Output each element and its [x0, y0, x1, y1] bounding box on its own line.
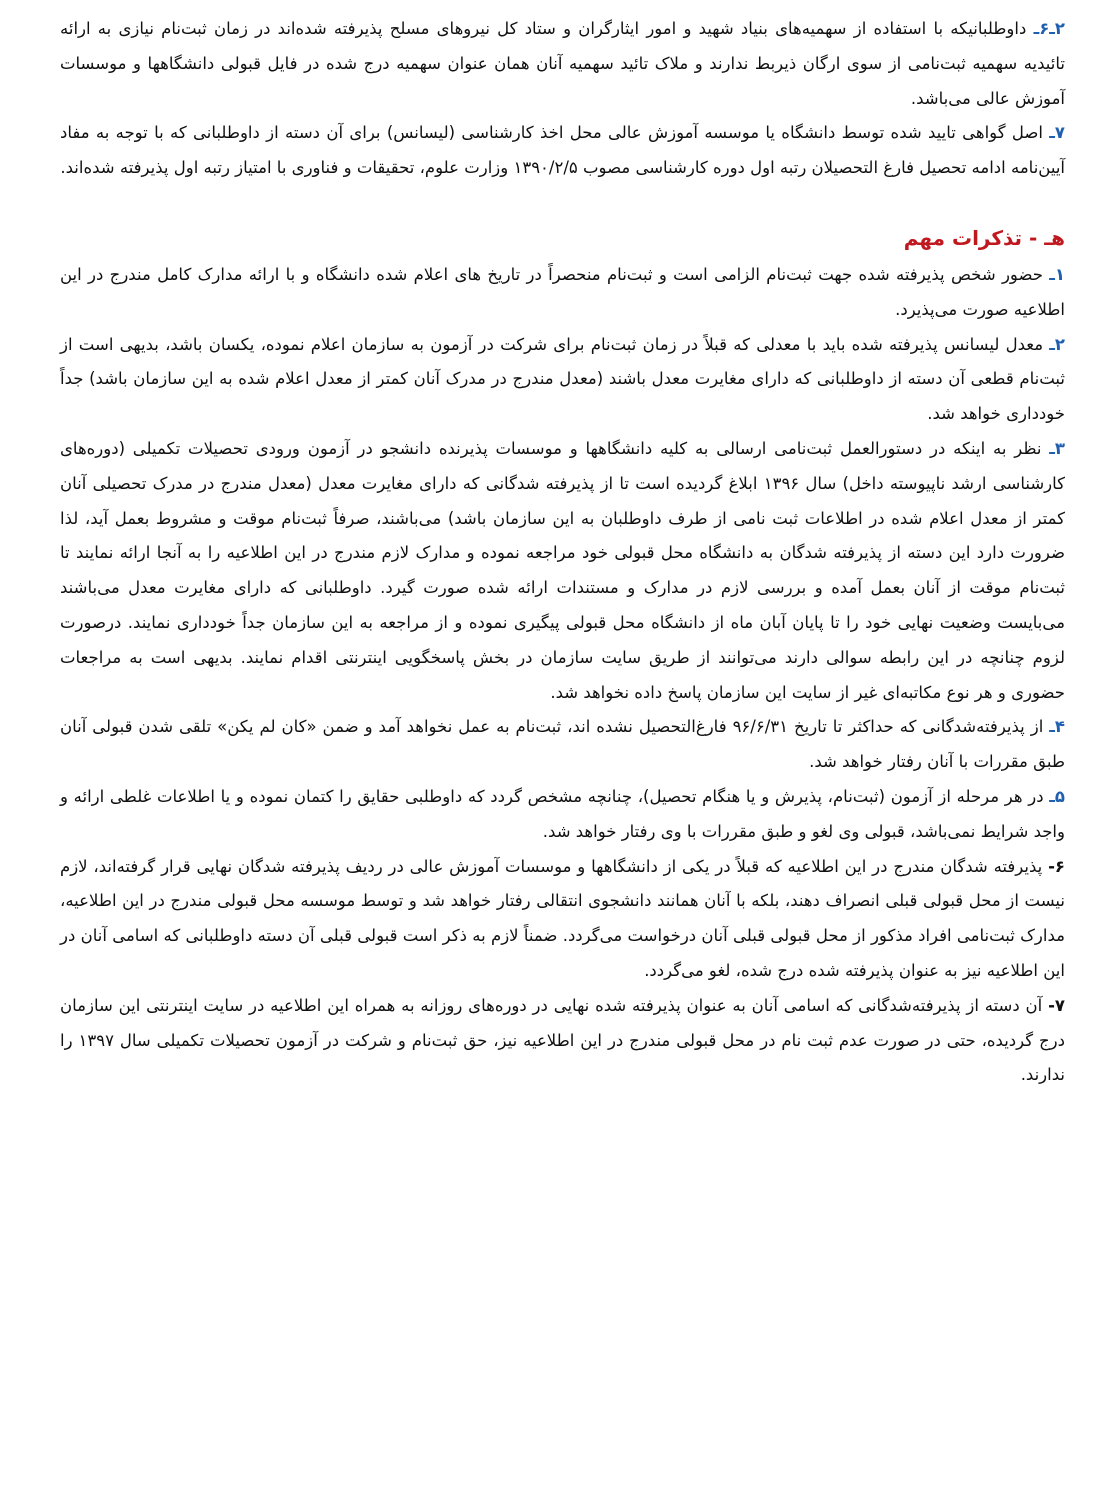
item-number: ۶- — [1048, 856, 1065, 876]
paragraph-text: در هر مرحله از آزمون (ثبت‌نام، پذیرش و یا هنگام تحصیل)، چنانچه مشخص گردد که داوطلبی حقایق را کتمان نموده و یا اطلاعات غلطی ارائه و واجد شرایط نمی‌باشد، قبولی وی لغو و طبق مقررات با وی رفتار خواهد شد. — [60, 786, 1065, 841]
note-item-5 — [60, 780, 1065, 850]
item-number: ۷- — [1048, 995, 1065, 1015]
note-item-2 — [60, 328, 1065, 432]
paragraph-2-6 — [60, 12, 1065, 116]
item-number: ۵ـ — [1049, 786, 1065, 806]
paragraph-text: داوطلبانیکه با استفاده از سهمیه‌های بنیاد شهید و امور ایثارگران و ستاد کل نیروهای مسلح پذیرفته شده‌اند در زمان ثبت‌نام نیازی به ارائه تائیدیه سهمیه ثبت‌نامی از سوی ارگان ذیربط ندارند و ملاک تائید سهمیه آنان همان عنوان سهمیه درج شده در فایل قبولی دانشگاهها و موسسات آموزش عالی می‌باشد. — [60, 19, 1065, 108]
paragraph-text: اصل گواهی تایید شده توسط دانشگاه یا موسسه آموزش عالی محل اخذ کارشناسی (لیسانس) برای آن دسته از داوطلبانی که با توجه به مفاد آیین‌نامه ادامه تحصیل فارغ التحصیلان رتبه اول دوره کارشناسی مصوب ۱۳۹۰/۲/۵ وزارت علوم، تحقیقات و فناوری با امتیاز رتبه اول پذیرفته شده‌اند. — [60, 123, 1065, 178]
section-heading: هـ - تذکرات مهم — [903, 225, 1065, 250]
document-page — [60, 12, 1065, 1093]
note-item-3 — [60, 432, 1065, 710]
item-number: ۳ـ — [1049, 438, 1065, 458]
note-item-7 — [60, 989, 1065, 1093]
paragraph-text: پذیرفته شدگان مندرج در این اطلاعیه که قبلاً در یکی از دانشگاهها و موسسات آموزش عالی در ردیف پذیرفته شدگان نهایی قرار گرفته‌اند، لازم نیست از محل قبولی قبلی انصراف دهند، بلکه با آنان همانند دانشجوی انتقالی رفتار خواهد شد و توسط موسسه محل قبولی مندرج در این اطلاعیه، مدارک ثبت‌نامی افراد مذکور از محل قبولی قبلی آنان درخواست می‌گردد. ضمناً لازم به ذکر است قبولی قبلی آن دسته داوطلبانی که اسامی آنان در این اطلاعیه نیز به عنوان پذیرفته شده درج شده، لغو می‌گردد. — [60, 856, 1065, 980]
paragraph-text: نظر به اینکه در دستورالعمل ثبت‌نامی ارسالی به کلیه دانشگاهها و موسسات پذیرنده دانشجو در آزمون ورودی تحصیلات تکمیلی (دوره‌های کارشناسی ارشد ناپیوسته داخل) سال ۱۳۹۶ ابلاغ گردیده است تا از پذیرفته شدگانی که دارای مغایرت معدل (معدل مندرج در مدرک تحصیلی آنان کمتر از معدل اعلام شده در اطلاعات ثبت نامی از طرف داوطلبان به این سازمان باشد) می‌باشند، صرفاً ثبت‌نام موقت و مشروط بعمل آید، لذا ضرورت دارد این دسته از پذیرفته شدگان به دانشگاه محل قبولی خود مراجعه نموده و مدارک لازم مندرج در این اطلاعیه را به آنجا ارائه نمایند تا ثبت‌نام موقت از آنان بعمل آمده و بررسی لازم در مدارک و مستندات ارائه شده صورت گیرد. داوطلبانی که دارای مغایرت معدل می‌باشند می‌بایست وضعیت نهایی خود را تا پایان آبان ماه از دانشگاه محل قبولی پیگیری نموده و از مراجعه به این سازمان جداً خودداری نمایند. درصورت لزوم چنانچه در این رابطه سوالی دارند می‌توانند از طریق سایت سازمان در بخش پاسخگویی اینترنتی اقدام نمایند. بدیهی است به مراجعات حضوری و هر نوع مکاتبه‌ای غیر از سایت این سازمان پاسخ داده نخواهد شد. — [60, 438, 1065, 702]
paragraph-text: حضور شخص پذیرفته شده جهت ثبت‌نام الزامی است و ثبت‌نام منحصراً در تاریخ های اعلام شده دانشگاه و با ارائه مدارک کامل مندرج در این اطلاعیه صورت می‌پذیرد. — [60, 264, 1065, 319]
note-item-4 — [60, 710, 1065, 780]
item-number: ۴ـ — [1049, 717, 1065, 737]
item-number: ۲ـ۶ـ — [1033, 19, 1065, 38]
paragraph-text: از پذیرفته‌شدگانی که حداکثر تا تاریخ ۹۶/۶/۳۱ فارغ‌التحصیل نشده اند، ثبت‌نام به عمل نخواهد آمد و ضمن «کان لم یکن» تلقی شدن قبولی آنان طبق مقررات با آنان رفتار خواهد شد. — [60, 717, 1065, 772]
note-item-1 — [60, 258, 1065, 328]
note-item-6 — [60, 850, 1065, 989]
item-number: ۷ـ — [1049, 123, 1065, 143]
paragraph-text: آن دسته از پذیرفته‌شدگانی که اسامی آنان به عنوان پذیرفته شده نهایی در دوره‌های روزانه به همراه این اطلاعیه در سایت اینترنتی این سازمان درج گردیده، حتی در صورت عدم ثبت نام در محل قبولی مندرج در این اطلاعیه نیز، حق ثبت‌نام و شرکت در آزمون تحصیلات تکمیلی سال ۱۳۹۷ را ندارند. — [60, 995, 1065, 1085]
paragraph-7-certificate — [60, 116, 1065, 186]
item-number: ۱ـ — [1049, 264, 1065, 284]
paragraph-text: معدل لیسانس پذیرفته شده باید با معدلی که قبلاً در زمان ثبت‌نام برای شرکت در آزمون به سازمان اعلام نموده، یکسان باشد، بدیهی است از ثبت‌نام قطعی آن دسته از داوطلبانی که دارای مغایرت معدل باشند (معدل مندرج در مدرک آنان کمتر از معدل اعلام شده به این سازمان باشد) جداً خودداری خواهد شد. — [60, 334, 1065, 424]
item-number: ۲ـ — [1049, 334, 1065, 354]
